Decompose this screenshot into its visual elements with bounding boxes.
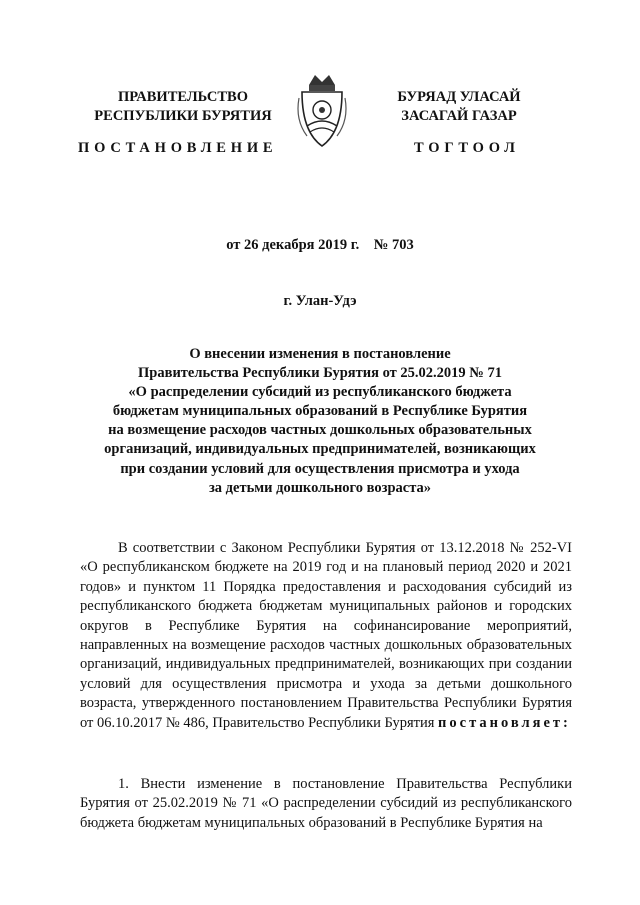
- header-left: [68, 88, 298, 126]
- doc-type-russian: ПОСТАНОВЛЕНИЕ: [78, 140, 278, 156]
- title-line: организаций, индивидуальных предпринимателей, возникающих: [104, 441, 536, 458]
- title-line: бюджетам муниципальных образований в Республике Бурятия: [112, 403, 528, 420]
- title-line: «О распределении субсидий из республиканского бюджета: [128, 384, 512, 401]
- document-title: [60, 345, 580, 498]
- header-right: [344, 88, 574, 126]
- header-left-line-2: РЕСПУБЛИКИ БУРЯТИЯ: [94, 108, 272, 124]
- title-line: Правительства Республики Бурятия от 25.02.2019 № 71: [138, 365, 502, 382]
- preamble-text: В соответствии с Законом Республики Бурятия от 13.12.2018 № 252-VI «О республиканском бюджете на 2019 год и на плановый период 2020 и 2021 годов» и пунктом 11 Порядка предоставления и расходования субсидий из республиканского бюджета бюджетам муниципальных районов и городских округов в Республике Бурятия на софинансирование мероприятий, направленных на возмещение расходов частных дошкольных образовательных организаций, индивидуальных предпринимателей, возникающих при создании условий для осуществления присмотра и ухода за детьми дошкольного возраста, утвержденного постановлением Правительства Республики Бурятия от 06.10.2017 № 486, Правительство Республики Бурятия: [80, 540, 572, 731]
- title-line: О внесении изменения в постановление: [189, 346, 451, 362]
- paragraph-preamble: [80, 539, 572, 733]
- title-line: за детьми дошкольного возраста»: [208, 479, 432, 496]
- header-left-line-1: ПРАВИТЕЛЬСТВО: [118, 89, 248, 105]
- paragraph-item-1: [80, 775, 572, 833]
- title-line: при создании условий для осуществления присмотра и ухода: [120, 460, 520, 477]
- doc-type-buryat: ТОГТООЛ: [414, 140, 520, 156]
- document-date-number: от 26 декабря 2019 г. № 703: [226, 237, 414, 253]
- document-city: г. Улан-Удэ: [283, 293, 357, 309]
- header-right-line-2: ЗАСАГАЙ ГАЗАР: [401, 108, 517, 124]
- header-right-line-1: БУРЯАД УЛАСАЙ: [397, 89, 521, 105]
- resolves-keyword: постановляет:: [438, 714, 571, 731]
- coat-of-arms-icon: [297, 70, 347, 150]
- item-1-text: 1. Внести изменение в постановление Правительства Республики Бурятия от 25.02.2019 № 71 «О распределении субсидий из республиканского бюджета бюджетам муниципальных образований в Республике Бурятия на: [80, 776, 572, 831]
- title-line: на возмещение расходов частных дошкольных образовательных: [108, 422, 532, 439]
